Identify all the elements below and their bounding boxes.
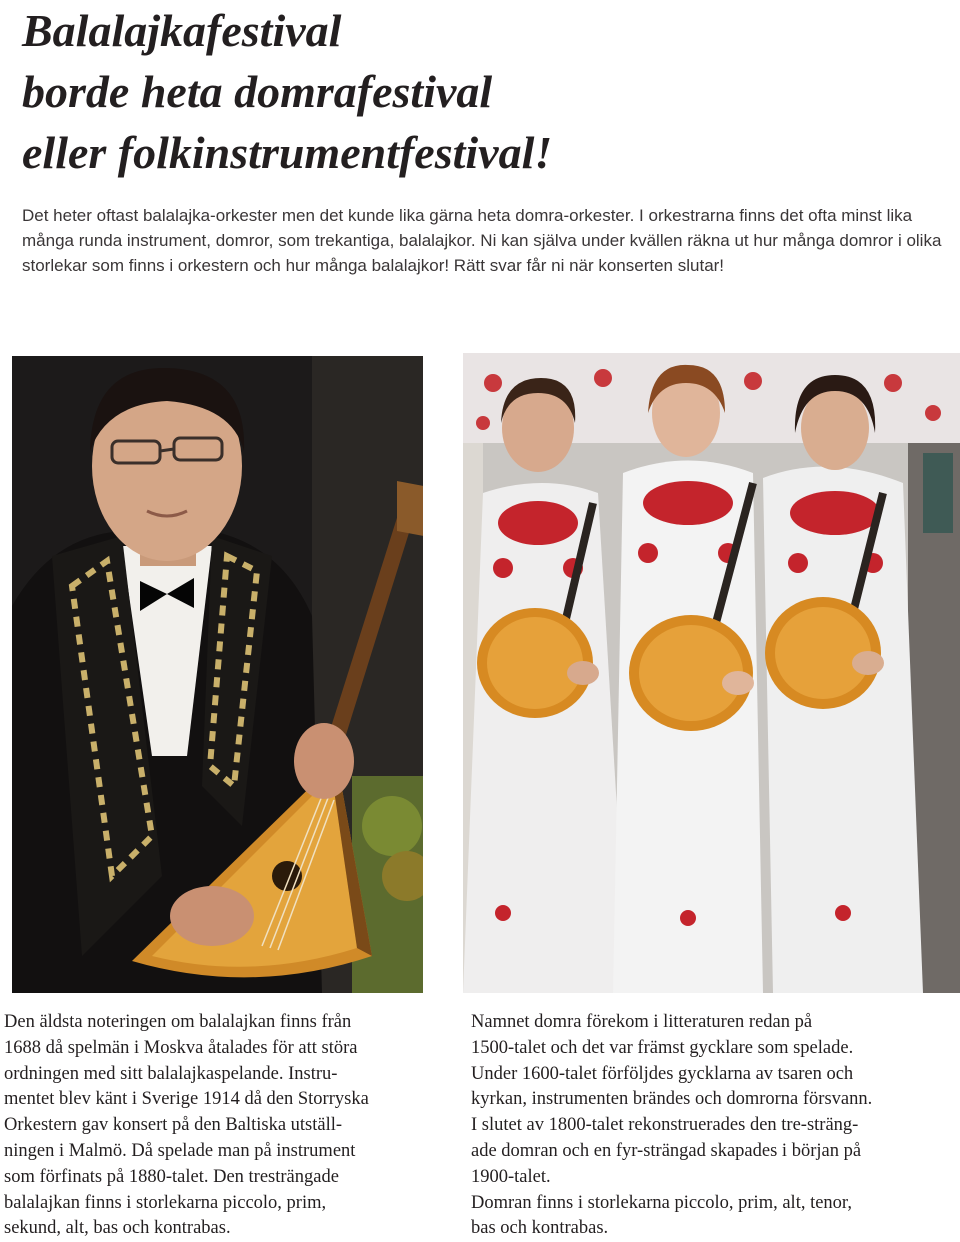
text-line: balalajkan finns i storlekarna piccolo, prim, xyxy=(4,1192,327,1213)
text-line: ordningen med sitt balalajkaspelande. Instru- xyxy=(4,1063,338,1084)
text-line: Under 1600-talet förföljdes gycklarna av tsaren och xyxy=(471,1063,854,1084)
text-line: Orkestern gav konsert på den Baltiska utställ- xyxy=(4,1115,343,1136)
title-line-3: eller folkinstrumentfestival! xyxy=(22,127,553,178)
intro-paragraph: Det heter oftast balalajka-orkester men det kunde lika gärna heta domra-orkester. I orkestrarna finns det ofta minst lika många runda instrument, domror, som trekantiga, balalajkor. Ni kan själva under kvällen räkna ut hur många domror i olika storlekar som finns i orkestern och hur många balalajkor! Rätt svar får ni när konserten slutar! xyxy=(22,206,942,275)
domra-history-text xyxy=(471,1010,946,1242)
text-line: Namnet domra förekom i litteraturen redan på xyxy=(471,1012,813,1032)
text-line: 1500-talet och det var främst gycklare som spelade. xyxy=(471,1037,854,1058)
balalaika-player-illustration xyxy=(12,356,423,993)
balalaika-history-text xyxy=(4,1010,444,1242)
text-line: bas och kontrabas. xyxy=(471,1218,609,1239)
text-line: kyrkan, instrumenten brändes och domrorna försvann. xyxy=(471,1089,873,1110)
text-line: ningen i Malmö. Då spelade man på instrument xyxy=(4,1140,356,1161)
text-line: mentet blev känt i Sverige 1914 då den Storryska xyxy=(4,1089,369,1110)
text-line: sekund, alt, bas och kontrabas. xyxy=(4,1218,231,1239)
domra-players-photo xyxy=(463,353,960,993)
balalaika-player-photo xyxy=(12,356,423,993)
text-line: Den äldsta noteringen om balalajkan finns från xyxy=(4,1012,352,1032)
domra-players-illustration xyxy=(463,353,960,993)
text-line: ade domran och en fyr-strängad skapades i början på xyxy=(471,1140,862,1161)
text-line: 1688 då spelmän i Moskva åtalades för att störa xyxy=(4,1037,358,1058)
page-title xyxy=(22,0,552,183)
text-line: 1900-talet. xyxy=(471,1166,551,1187)
text-line: I slutet av 1800-talet rekonstruerades den tre-sträng- xyxy=(471,1115,859,1136)
title-line-1: Balalajkafestival xyxy=(22,5,342,56)
text-line: Domran finns i storlekarna piccolo, prim, alt, tenor, xyxy=(471,1192,852,1213)
text-line: som förfinats på 1880-talet. Den tresträngade xyxy=(4,1166,339,1187)
title-line-2: borde heta domrafestival xyxy=(22,66,493,117)
